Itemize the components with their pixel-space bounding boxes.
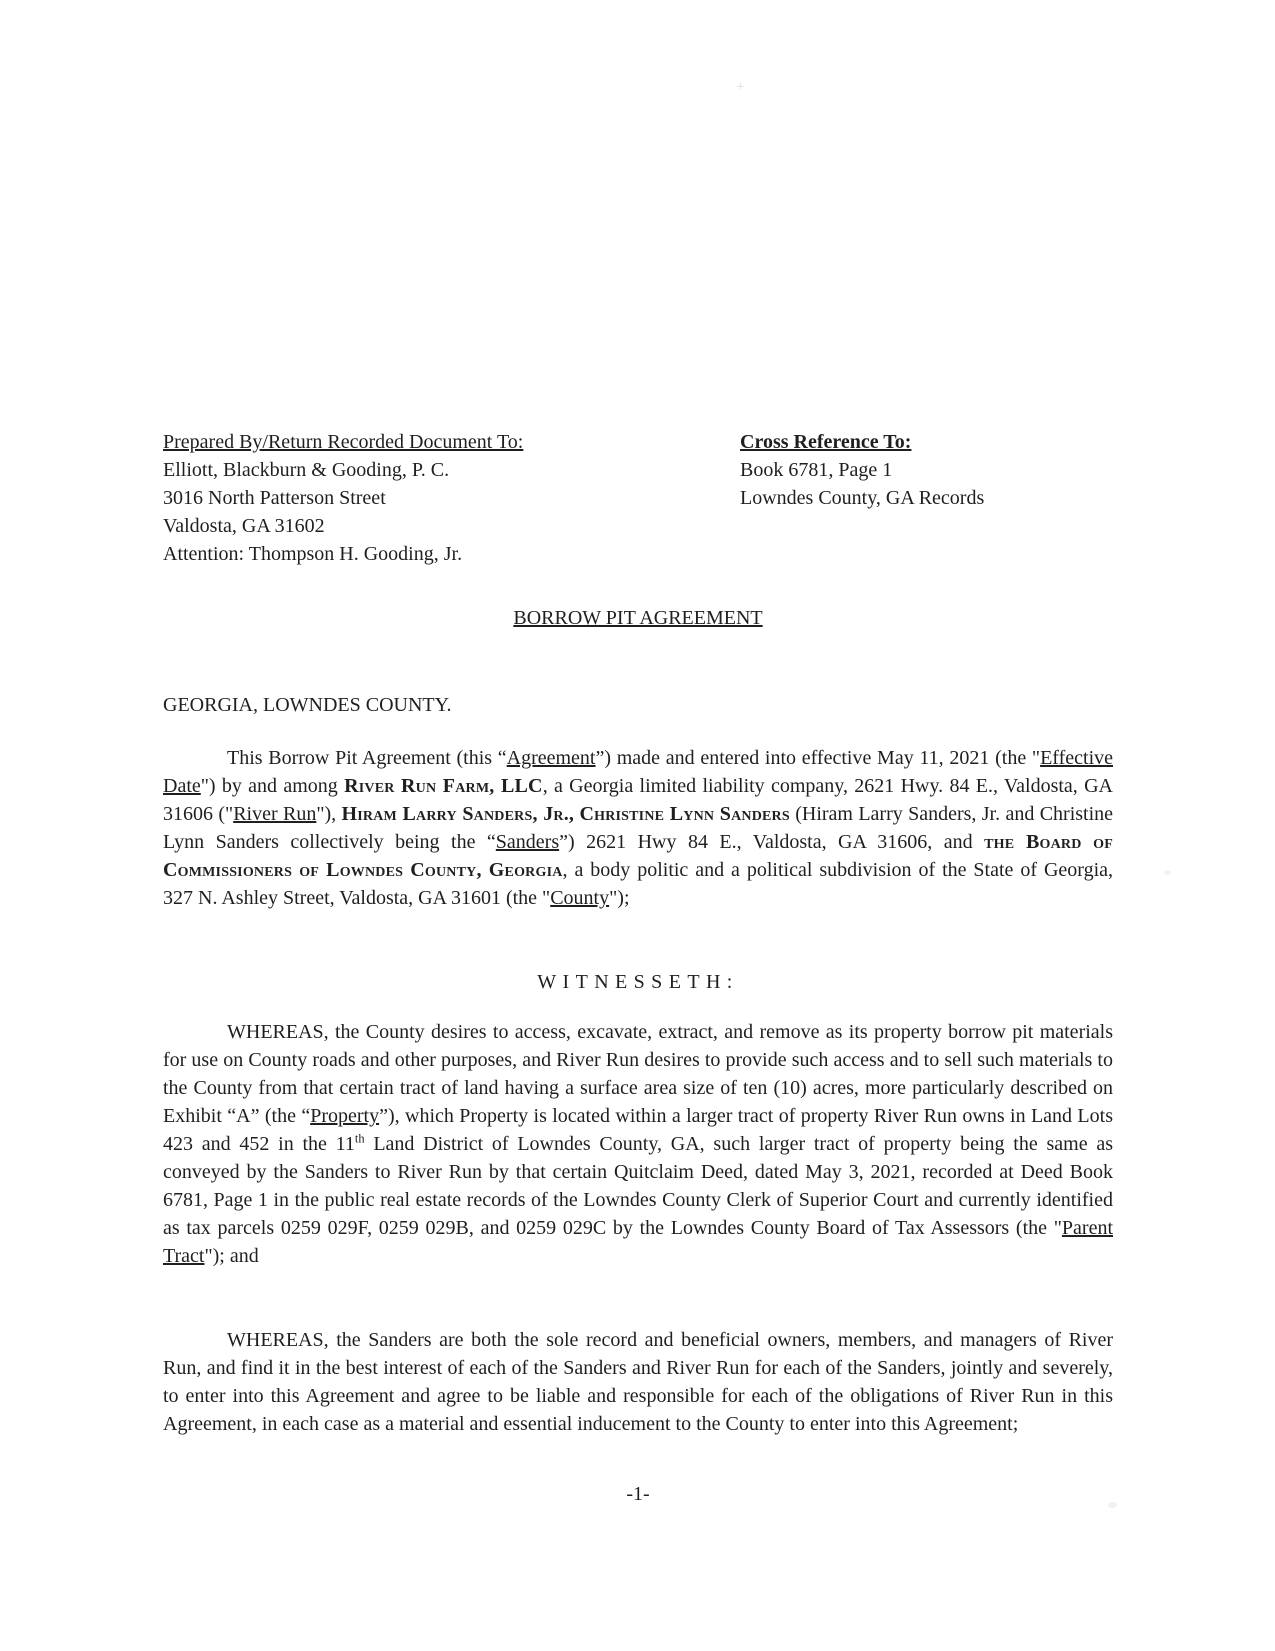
prepared-by-heading: Prepared By/Return Recorded Document To: (163, 431, 524, 453)
page-number: -1- (626, 1483, 650, 1505)
jurisdiction-line: GEORGIA, LOWNDES COUNTY. (163, 694, 452, 716)
document-content (163, 0, 1113, 1651)
cross-reference-records: Lowndes County, GA Records (740, 487, 985, 509)
document-title (163, 604, 1175, 632)
prepared-by-block (163, 428, 523, 568)
cross-reference-heading: Cross Reference To: (740, 431, 912, 453)
intro-paragraph: This Borrow Pit Agreement (this “Agreement”) made and entered into effective May 11, 2021 (the "Effective Date") by and among River Run Farm, LLC, a Georgia limited liability company, 2621 Hwy. 84 E., Valdosta, GA 31606 ("River Run"), Hiram Larry Sanders, Jr., Christine Lynn Sanders (Hiram Larry Sanders, Jr. and Christine Lynn Sanders collectively being the “Sanders”) 2621 Hwy 84 E., Valdosta, GA 31606, and the Board of Commissioners of Lowndes County, Georgia, a body politic and a political subdivision of the State of Georgia, 327 N. Ashley Street, Valdosta, GA 31601 (the "County"); (163, 747, 1114, 909)
prepared-by-street: 3016 North Patterson Street (163, 487, 386, 509)
prepared-by-city: Valdosta, GA 31602 (163, 515, 325, 537)
document-title-text: BORROW PIT AGREEMENT (513, 607, 763, 629)
scan-artifact: + (736, 79, 745, 95)
prepared-by-attention: Attention: Thompson H. Gooding, Jr. (163, 543, 463, 565)
whereas-paragraph-2: WHEREAS, the Sanders are both the sole record and beneficial owners, members, and managers of River Run, and find it in the best interest of each of the Sanders and River Run for each of the Sanders, jointly and severely, to enter into this Agreement and agree to be liable and responsible for each of the obligations of River Run in this Agreement, in each case as a material and essential inducement to the County to enter into this Agreement; (163, 1329, 1113, 1435)
whereas-paragraph-1: WHEREAS, the County desires to access, excavate, extract, and remove as its property borrow pit materials for use on County roads and other purposes, and River Run desires to provide such access and to sell such materials to the County from that certain tract of land having a surface area size of ten (10) acres, more particularly described on Exhibit “A” (the “Property”), which Property is located within a larger tract of property River Run owns in Land Lots 423 and 452 in the 11th Land District of Lowndes County, GA, such larger tract of property being the same as conveyed by the Sanders to River Run by that certain Quitclaim Deed, dated May 3, 2021, recorded at Deed Book 6781, Page 1 in the public real estate records of the Lowndes County Clerk of Superior Court and currently identified as tax parcels 0259 029F, 0259 029B, and 0259 029C by the Lowndes County Board of Tax Assessors (the "Parent Tract"); and (163, 1021, 1113, 1267)
cross-reference-book-page: Book 6781, Page 1 (740, 459, 893, 481)
document-header (163, 428, 1113, 568)
prepared-by-firm: Elliott, Blackburn & Gooding, P. C. (163, 459, 450, 481)
scan-artifact (1164, 870, 1171, 875)
witnesseth-heading: WITNESSETH: (537, 971, 739, 993)
cross-reference-block (740, 428, 1113, 512)
